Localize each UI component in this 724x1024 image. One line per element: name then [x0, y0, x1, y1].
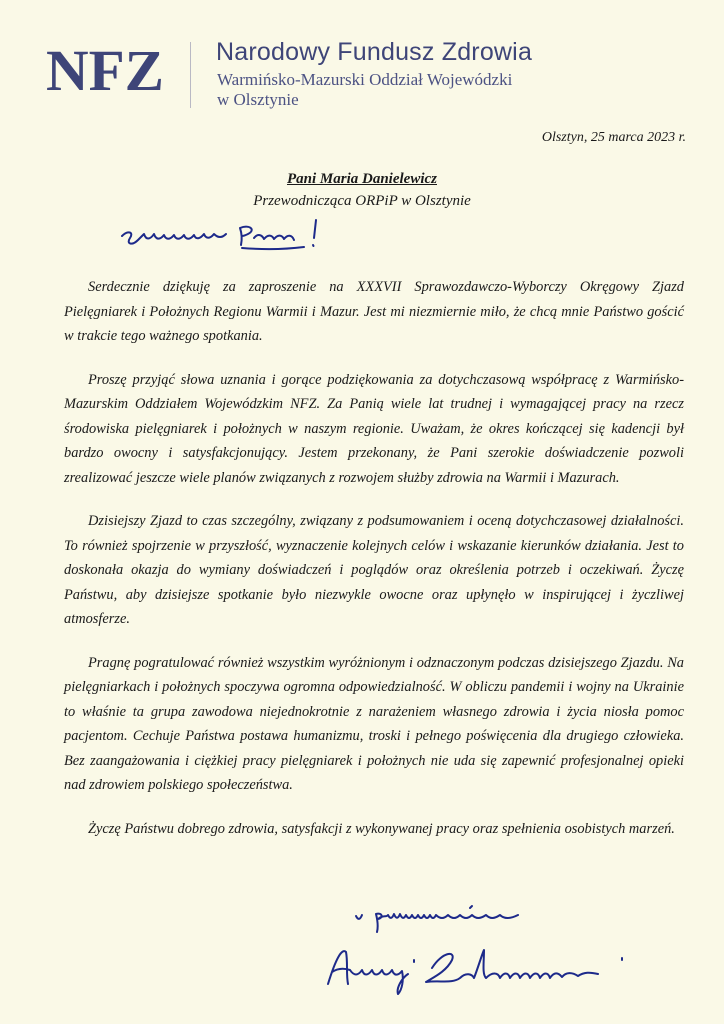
addressee-name: Pani Maria Danielewicz: [286, 171, 437, 187]
organization-name: Narodowy Fundusz Zdrowia: [216, 38, 533, 66]
addressee-role: Przewodnicząca ORPiP w Olsztynie: [253, 193, 471, 209]
nfz-logo: [46, 40, 166, 100]
body-paragraph: Proszę przyjąć słowa uznania i gorące podziękowania za dotychczasową współpracę z Warmińsko-Mazurskim Oddziałem Wojewódzkim NFZ. Za Panią wiele lat trudnej i wymagającej pracy na rzecz środowiska pielęgniarek i położnych w naszym regionie. Uważam, że okres kończącej się kadencji był bardzo owocny i satysfakcjonujący. Jestem przekonany, że Pani szerokie doświadczenie pozwoli zrealizować jeszcze wiele planów związanych z rozwojem służby zdrowia na Warmii i Mazurach.: [64, 371, 684, 486]
handwritten-closing: [352, 900, 552, 934]
letter-date: Olsztyn, 25 marca 2023 r.: [541, 130, 686, 145]
body-paragraph: Dzisiejszy Zjazd to czas szczególny, związany z podsumowaniem i oceną dotychczasowej działalności. To również spojrzenie w przyszłość, wyznaczenie kolejnych celów i wskazanie kierunków działania. Jest to doskonała okazja do wymiany doświadczeń i poglądów oraz określenia potrzeb i oczekiwań. Życzę Państwu, aby dzisiejsze spotkanie było niezwykle owocne oraz upłynęło w inspirującej i życzliwej atmosferze.: [64, 513, 684, 627]
department-name: [217, 70, 577, 110]
body-paragraph: Życzę Państwu dobrego zdrowia, satysfakcji z wykonywanej pracy oraz spełnienia osobistych marzeń.: [88, 820, 675, 837]
handwritten-salutation: [118, 214, 348, 258]
department-line-2: w Olsztynie: [217, 90, 299, 109]
addressee-block: [0, 168, 724, 212]
letter-body: [64, 275, 684, 860]
body-paragraph: Serdecznie dziękuję za zaproszenie na XXXVII Sprawozdawczo-Wyborczy Okręgowy Zjazd Pielęgniarek i Położnych Regionu Warmii i Mazur. Jest mi niezmiernie miło, że chcą mnie Państwo gościć w trakcie tego ważnego spotkania.: [64, 279, 684, 344]
letterhead-divider: [190, 42, 191, 108]
department-line-1: Warmińsko-Mazurski Oddział Wojewódzki: [217, 70, 513, 89]
logo-letters: NFZ: [46, 40, 164, 100]
body-paragraph: Pragnę pogratulować również wszystkim wyróżnionym i odznaczonym podczas dzisiejszego Zjazdu. Na pielęgniarkach i położnych spoczywa ogromna odpowiedzialność. W obliczu pandemii i wojny na Ukrainie to właśnie ta grupa zawodowa niejednokrotnie z narażeniem własnego zdrowia i życia niosła pomoc pacjentom. Cechuje Państwa postawa humanizmu, troski i pełnego poświęcenia dla drugiego człowieka. Bez zaangażowania i ciężkiej pracy pielęgniarek i położnych nie uda się zapewnić profesjonalnej opieki nad zdrowiem polskiego społeczeństwa.: [64, 654, 684, 793]
handwritten-signature: [322, 938, 642, 1000]
